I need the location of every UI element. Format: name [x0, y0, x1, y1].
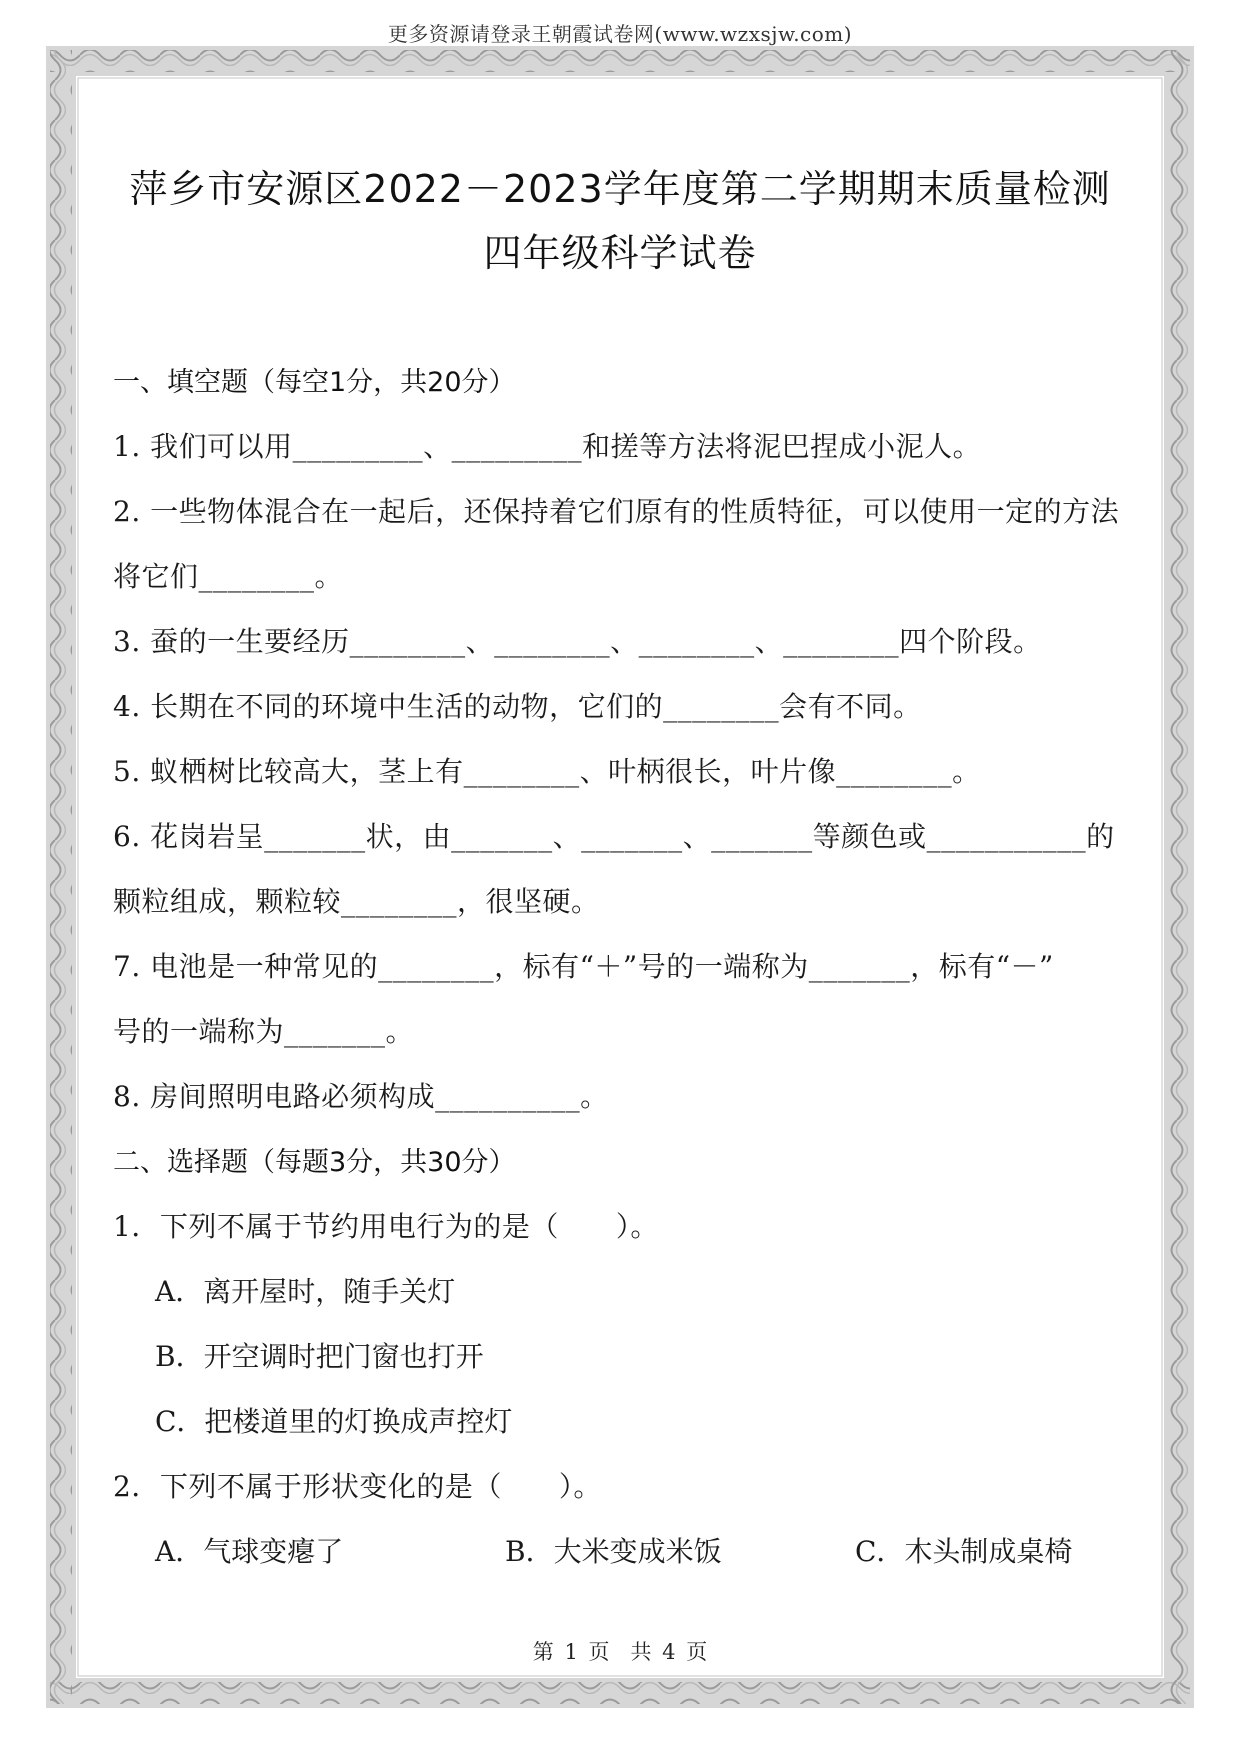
page-number: 第 1 页 共 4 页: [532, 1640, 708, 1664]
fill-question-6: 6. 花岗岩呈_______状，由_______、_______、_______等颜色或___________的: [113, 820, 1115, 853]
choice-1-option-b: B．开空调时把门窗也打开: [155, 1340, 484, 1373]
header-note: 更多资源请登录王朝霞试卷网(www.wzxsjw.com): [387, 22, 853, 46]
fill-question-7-cont: 号的一端称为_______。: [113, 1015, 415, 1048]
exam-title: 萍乡市安源区2022－2023学年度第二学期期末质量检测: [129, 167, 1111, 211]
fill-question-2-cont: 将它们________。: [113, 560, 344, 593]
fill-question-6-cont: 颗粒组成，颗粒较________，很坚硬。: [113, 885, 600, 918]
choice-1-option-a: A．离开屋时，随手关灯: [155, 1275, 456, 1308]
section-fill-heading: 一、填空题（每空1分，共20分）: [113, 367, 516, 398]
choice-2-option-c: C．木头制成桌椅: [855, 1535, 1073, 1568]
fill-question-3: 3. 蚕的一生要经历________、________、________、________四个阶段。: [113, 625, 1042, 658]
choice-question-1: 1．下列不属于节约用电行为的是（ ）。: [113, 1210, 659, 1243]
fill-question-1: 1. 我们可以用_________、_________和搓等方法将泥巴捏成小泥人。: [113, 430, 982, 463]
fill-question-2: 2. 一些物体混合在一起后，还保持着它们原有的性质特征，可以使用一定的方法: [113, 495, 1120, 528]
fill-question-5: 5. 蚁栖树比较高大，茎上有________、叶柄很长，叶片像________。: [113, 755, 981, 788]
choice-2-option-b: B．大米变成米饭: [505, 1535, 722, 1568]
section-choice-heading: 二、选择题（每题3分，共30分）: [113, 1147, 516, 1178]
exam-subtitle: 四年级科学试卷: [483, 231, 757, 275]
fill-question-7: 7. 电池是一种常见的________，标有“＋”号的一端称为_______，标有“－”: [113, 950, 1054, 983]
fill-question-8: 8. 房间照明电路必须构成__________。: [113, 1080, 609, 1113]
choice-question-2: 2．下列不属于形状变化的是（ ）。: [113, 1470, 602, 1503]
choice-1-option-c: C．把楼道里的灯换成声控灯: [155, 1405, 513, 1438]
fill-question-4: 4. 长期在不同的环境中生活的动物，它们的________会有不同。: [113, 690, 922, 723]
choice-2-option-a: A．气球变瘪了: [155, 1535, 344, 1568]
